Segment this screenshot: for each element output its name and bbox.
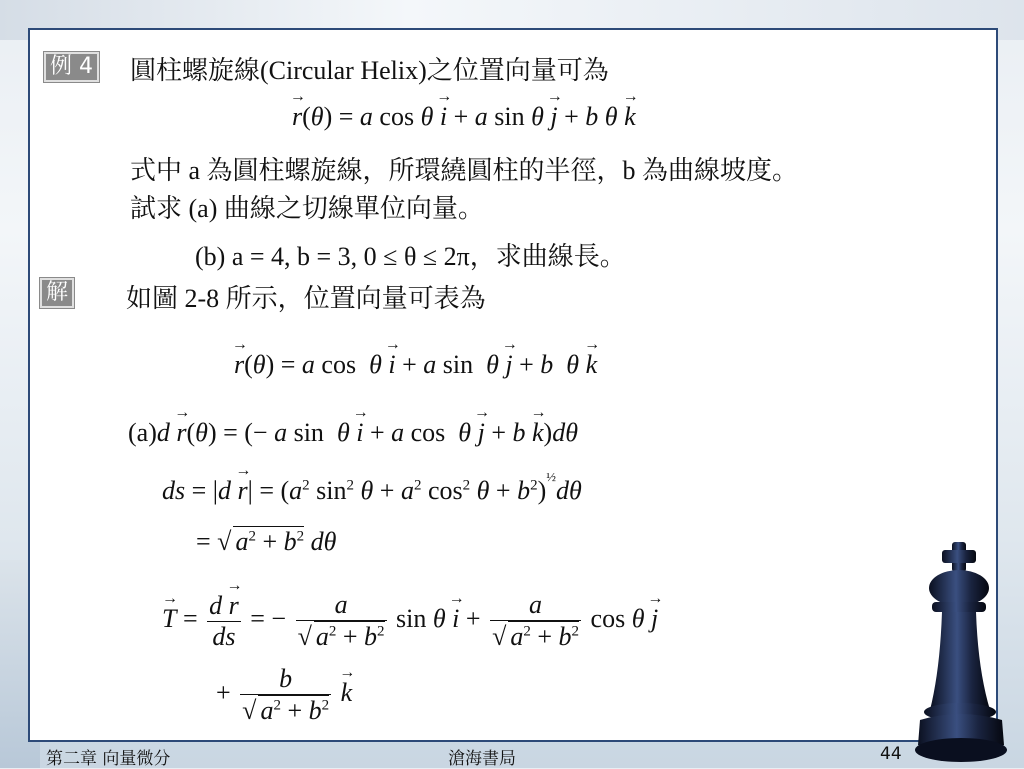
example-title: 圓柱螺旋線(Circular Helix)之位置向量可為 [130, 56, 609, 85]
example-tag: 例 4 [44, 52, 99, 82]
equation-arc-length-element: ds = $|d \to r| = (a^2$ $\sin^2 \theta + a^2$ $\cos^2 \theta + b^2)^{\frac{1}{2}}d\theta$ [162, 476, 582, 506]
equation-unit-tangent: → T = $\frac{d \to r}{ds}$ = − $\frac{a}{√ a^2 + b^2}$ sin θ → i + $\frac{a}{√ a^2 + b^2}$ cos θ → j [162, 590, 658, 652]
equation-unit-tangent-cont: + $\frac{b}{√ a^2 + b^2}$ → k [216, 664, 352, 726]
part-a-label: (a) [128, 418, 157, 447]
chess-king-icon [912, 540, 1012, 768]
question-b: (b) a = 4, b = 3, 0 ≤ θ ≤ 2π，求曲線長。 [195, 242, 626, 271]
example-description: 式中 a 為圓柱螺旋線，所環繞圓柱的半徑，b 為曲線坡度。 [130, 156, 799, 185]
slide-panel [28, 28, 998, 742]
equation-differential: (a)d → r(θ) = (− a sin θ → i + a cos θ → j + b → k)dθ [128, 418, 578, 448]
footer-publisher: 滄海書局 [448, 749, 516, 769]
footer-chapter: 第二章 向量微分 [46, 749, 171, 769]
question-a: 試求 (a) 曲線之切線單位向量。 [130, 194, 484, 223]
solution-tag: 解 [40, 278, 74, 308]
equation-arc-length-simplified: = √ $a^2 + b^2$ dθ [196, 527, 337, 556]
footer-page-number: 44 [880, 744, 902, 764]
solution-intro: 如圖 2-8 所示，位置向量可表為 [126, 284, 486, 313]
equation-position-vector: → r(θ) = a cos θ → i + a sin θ → j + b θ → k [292, 102, 636, 132]
equation-position-vector-2: → r(θ) = a cos θ → i + a sin θ → j + b θ → k [234, 350, 597, 380]
